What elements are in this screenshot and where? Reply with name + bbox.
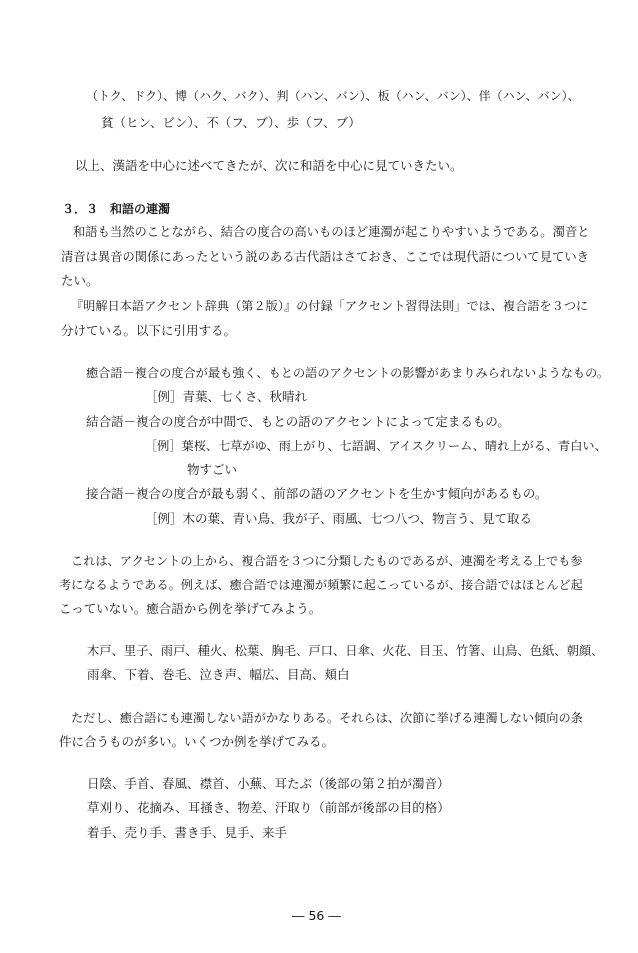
paragraph-2-line-2: 分けている。以下に引用する。: [61, 323, 237, 338]
category-ketsugogo-definition: 結合語－複合の度合が中間で、もとの語のアクセントによって定まるもの。: [86, 414, 510, 429]
examples-1-line-2: 雨傘、下着、巻毛、泣き声、幅広、目高、頬白: [87, 667, 350, 682]
paragraph-4-line-1: ただし、癒合語にも連濁しない語がかなりある。それらは、次節に挙げる連濁しない傾向の条: [71, 711, 583, 725]
examples-2-line-1: 日陰、手首、春風、襟首、小蕪、耳たぶ（後部の第２拍が濁音）: [87, 776, 450, 791]
category-setsugogo-examples: ［例］木の葉、青い鳥、我が子、雨風、七つ八つ、物言う、見て取る: [145, 511, 533, 526]
paragraph-2-line-1: 『明解日本語アクセント辞典（第２版）』の付録「アクセント習得法則」では、複合語を３つに: [71, 299, 589, 313]
intro-line-1: （トク、ドク）、博（ハク、バク）、判（ハン、バン）、板（ハン、バン）、伴（ハン、バン）、: [86, 89, 580, 103]
paragraph-3-line-1: これは、アクセントの上から、複合語を３つに分類したものであるが、連濁を考える上でも参: [71, 554, 583, 568]
category-yugogo-examples: ［例］青葉、七くさ、秋晴れ: [145, 389, 308, 404]
examples-2-line-2: 草刈り、花摘み、耳掻き、物差、汗取り（前部が後部の目的格）: [87, 800, 450, 815]
paragraph-1-line-1: 和語も当然のことながら、結合の度合の高いものほど連濁が起こりやすいようである。濁音と: [73, 225, 590, 239]
paragraph-1-line-3: たい。: [61, 273, 99, 288]
examples-2-line-3: 着手、売り手、書き手、見手、来手: [87, 825, 288, 840]
intro-line-2: 貧（ヒン、ビン）、不（フ、ブ）、歩（フ、ブ）: [101, 115, 361, 130]
paragraph-4-line-2: 件に合うものが多い。いくつか例を挙げてみる。: [59, 734, 335, 749]
category-yugogo-definition: 癒合語－複合の度合が最も強く、もとの語のアクセントの影響があまりみられないようなもの。: [86, 366, 609, 380]
section-heading: ３．３ 和語の連濁: [62, 202, 171, 216]
category-ketsugogo-examples-1: ［例］葉桜、七草がゆ、雨上がり、七語調、アイスクリーム、晴れ上がる、青白い、: [145, 439, 607, 453]
paragraph-1-line-2: 清音は異音の関係にあったという説のある古代語はさておき、ここでは現代語について見ていき: [61, 250, 589, 264]
category-ketsugogo-examples-2: 物すごい: [187, 462, 238, 477]
category-setsugogo-definition: 接合語－複合の度合が最も弱く、前部の語のアクセントを生かす傾向があるもの。: [86, 486, 548, 501]
page-number: ― 56 ―: [292, 908, 341, 923]
summary-text: 以上、漢語を中心に述べてきたが、次に和語を中心に見ていきたい。: [75, 158, 463, 173]
paragraph-3-line-2: 考になるようである。例えば、癒合語では連濁が頻繁に起こっているが、接合語ではほとんど起: [59, 578, 583, 592]
paragraph-3-line-3: こっていない。癒合語から例を挙げてみよう。: [59, 601, 322, 616]
examples-1-line-1: 木戸、里子、雨戸、種火、松葉、胸毛、戸口、日傘、火花、目玉、竹箸、山鳥、色紙、朝顔、: [87, 644, 604, 658]
